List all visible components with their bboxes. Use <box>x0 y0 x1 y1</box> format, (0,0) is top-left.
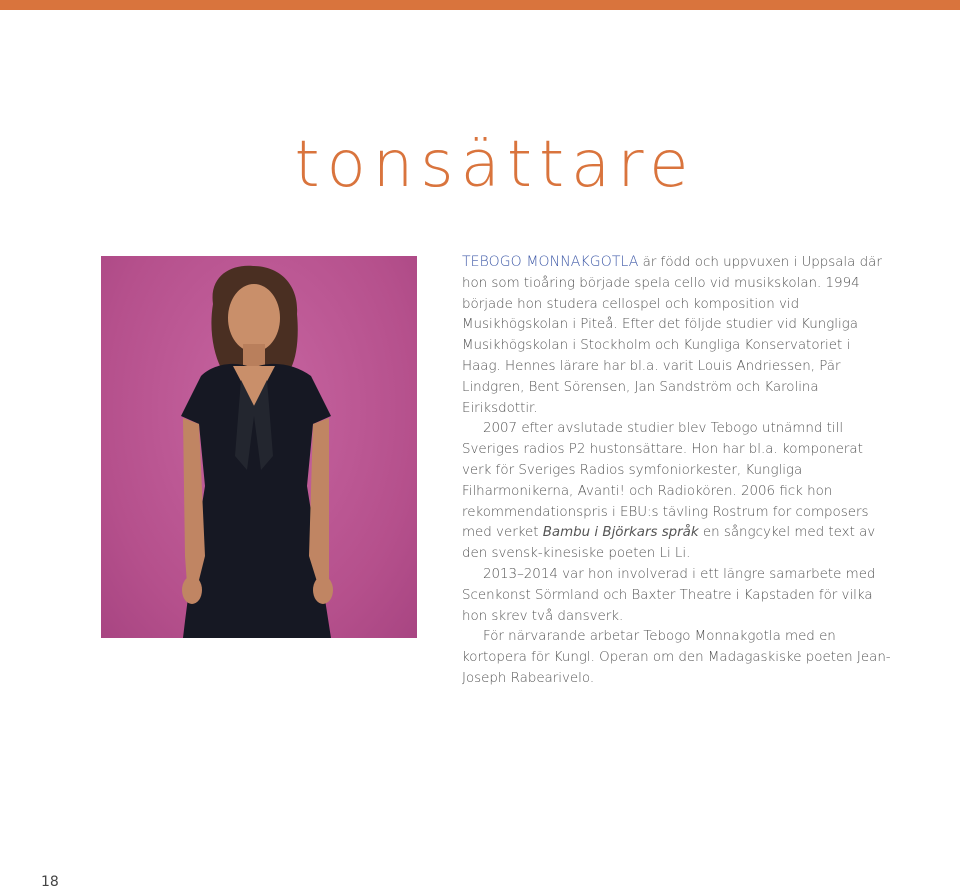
bio-paragraph-2 <box>462 419 892 565</box>
work-title: Bambu i Björkars språk <box>542 525 699 541</box>
bio-paragraph-2-text-before: 2007 efter avslutade studier blev Tebogo utnämnd till Sveriges radios P2 hustonsättare. Hon har bl.a. komponerat verk för Sveriges Radios symfoniorkester, Kungliga Filharmonikerna, Avanti! och Radiokören. 2006 fick hon rekommendationspris i EBU:s tävling Rostrum for composers med verket <box>462 421 869 541</box>
page-number: 18 <box>41 874 59 890</box>
composer-name: TEBOGO MONNAKGOTLA <box>462 254 639 270</box>
page-title: tonsättare <box>294 128 696 202</box>
bio-paragraph-1 <box>462 252 892 419</box>
portrait-illustration <box>101 256 417 638</box>
bio-paragraph-2-text-after: en sångcykel med text av den svensk-kinesiske poeten Li Li. <box>462 525 876 562</box>
top-accent-bar <box>0 0 960 10</box>
portrait-photo <box>101 256 417 638</box>
bio-paragraph-1-text: är född och uppvuxen i Uppsala där hon som tioåring började spela cello vid musikskolan. 1994 började hon studera cellospel och komposition vid Musikhögskolan i Piteå. Efter det följde studier vid Kungliga Musikhögskolan i Stockholm och Kungliga Konservatoriet i Haag. Hennes lärare har bl.a. varit Louis Andriessen, Pär Lindgren, Bent Sörensen, Jan Sandström och Karolina Eiriksdottir. <box>462 255 882 416</box>
bio-paragraph-3: 2013–2014 var hon involverad i ett längre samarbete med Scenkonst Sörmland och Baxter Theatre i Kapstaden för vilka hon skrev två dansverk. <box>462 566 876 624</box>
biography-text <box>462 252 892 690</box>
bio-paragraph-4: För närvarande arbetar Tebogo Monnakgotla med en kortopera för Kungl. Operan om den Madagaskiske poeten Jean-Joseph Rabearivelo. <box>462 629 891 686</box>
